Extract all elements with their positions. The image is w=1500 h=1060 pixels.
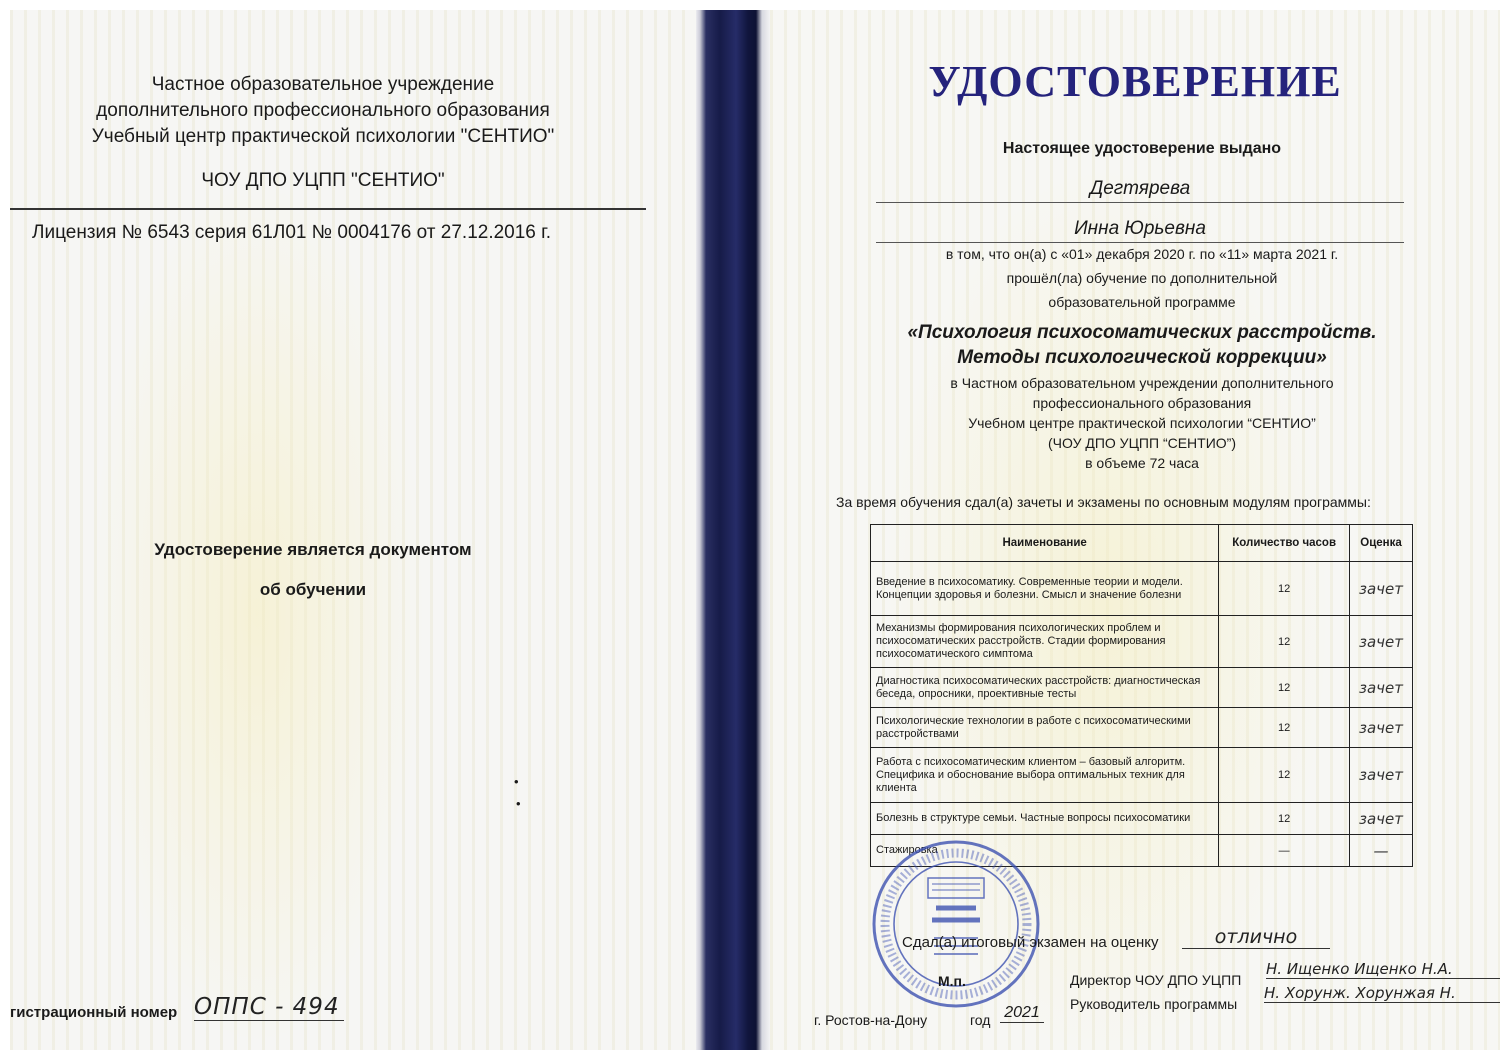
module-name: Психологические технологии в работе с психосоматическими расстройствами	[871, 708, 1219, 748]
organization-line: Частное образовательное учреждение	[151, 74, 495, 95]
certificate-title: УДОСТОВЕРЕНИЕ	[928, 57, 1342, 106]
module-name: Введение в психосоматику. Современные теории и модели. Концепции здоровья и болезни. Смысл и значение болезни	[871, 562, 1219, 616]
module-hours: 12	[1219, 748, 1350, 803]
issued-to-label: Настоящее удостоверение выдано	[1002, 140, 1282, 157]
registration-label: гистрационный номер	[10, 1004, 178, 1021]
module-grade: зачет	[1350, 668, 1413, 708]
program-name-line: «Психология психосоматических расстройств.	[907, 322, 1377, 343]
column-header-hours: Количество часов	[1219, 525, 1350, 562]
stamp-place-label: М.п.	[938, 973, 966, 989]
table-header-row	[871, 525, 1413, 562]
final-exam-label: Сдал(а) итоговый экзамен на оценку	[902, 934, 1159, 951]
left-page	[10, 10, 696, 1050]
module-hours: —	[1219, 835, 1350, 867]
module-name: Болезнь в структуре семьи. Частные вопросы психосоматики	[871, 803, 1219, 835]
director-label: Директор ЧОУ ДПО УЦПП	[1070, 972, 1242, 988]
organization-line: Учебный центр практической психологии "СЕНТИО"	[91, 126, 555, 147]
license-info: Лицензия № 6543 серия 61Л01 № 0004176 от 27.12.2016 г.	[32, 222, 552, 243]
module-grade: зачет	[1350, 748, 1413, 803]
table-row	[871, 708, 1413, 748]
organization-name	[10, 72, 636, 150]
program-head-signature: Н. Хорунж. Хорунжая Н.	[1264, 984, 1500, 1003]
passed-training-line: образовательной программе	[1048, 294, 1236, 310]
table-row	[871, 803, 1413, 835]
program-name	[770, 320, 1500, 370]
module-hours: 12	[1219, 562, 1350, 616]
exams-intro: За время обучения сдал(а) зачеты и экзамены по основным модулям программы:	[836, 494, 1371, 510]
right-page	[770, 10, 1500, 1050]
director-signature: Н. Ищенко Ищенко Н.А.	[1266, 960, 1500, 979]
recipient-given-names: Инна Юрьевна	[876, 218, 1404, 243]
document-note-line2: об обучении	[259, 580, 367, 599]
year-label: год	[970, 1012, 991, 1028]
table-row	[871, 562, 1413, 616]
module-grade: —	[1350, 835, 1413, 867]
institution-line: профессионального образования	[1032, 395, 1252, 411]
training-period: в том, что он(а) с «01» декабря 2020 г. по «11» марта 2021 г.	[945, 246, 1339, 262]
module-grade: зачет	[1350, 803, 1413, 835]
table-row	[871, 748, 1413, 803]
institution-line: Учебном центре практической психологии “СЕНТИО”	[968, 415, 1316, 431]
module-hours: 12	[1219, 616, 1350, 668]
module-hours: 12	[1219, 668, 1350, 708]
passed-training-line: прошёл(ла) обучение по дополнительной	[1006, 270, 1278, 286]
registration-number: ОППС - 494	[194, 994, 344, 1021]
column-header-grade: Оценка	[1350, 525, 1413, 562]
institution-line: в объеме 72 часа	[1085, 455, 1199, 471]
module-name: Механизмы формирования психологических проблем и психосоматических расстройств. Стадии формирования психосоматического симптома	[871, 616, 1219, 668]
program-head-label: Руководитель программы	[1070, 996, 1238, 1012]
module-name: Диагностика психосоматических расстройств: диагностическая беседа, опросники, проективные тесты	[871, 668, 1219, 708]
institution-line: в Частном образовательном учреждении дополнительного	[950, 375, 1334, 391]
divider-line	[10, 208, 646, 210]
module-hours: 12	[1219, 803, 1350, 835]
document-note-line1: Удостоверение является документом	[154, 540, 472, 559]
module-hours: 12	[1219, 708, 1350, 748]
module-grade: зачет	[1350, 616, 1413, 668]
final-exam-grade: отлично	[1182, 926, 1330, 949]
table-row	[871, 668, 1413, 708]
program-name-line: Методы психологической коррекции»	[957, 347, 1327, 368]
module-grade: зачет	[1350, 562, 1413, 616]
grades-table	[870, 524, 1413, 867]
organization-short-name: ЧОУ ДПО УЦПП "СЕНТИО"	[201, 170, 445, 191]
year-value: 2021	[1000, 1004, 1044, 1023]
module-name: Работа с психосоматическим клиентом – базовый алгоритм. Специфика и обоснование выбора оптимальных техник для клиента	[871, 748, 1219, 803]
column-header-name: Наименование	[871, 525, 1219, 562]
table-row	[871, 616, 1413, 668]
city: г. Ростов-на-Дону	[814, 1012, 928, 1028]
dot-mark: •	[516, 796, 521, 811]
module-grade: зачет	[1350, 708, 1413, 748]
institution-info	[770, 373, 1500, 473]
organization-line: дополнительного профессионального образования	[96, 100, 550, 121]
dot-mark: •	[514, 774, 519, 789]
institution-line: (ЧОУ ДПО УЦПП “СЕНТИО”)	[1048, 435, 1236, 451]
recipient-surname: Дегтярева	[876, 178, 1404, 203]
binding-spine	[696, 10, 770, 1050]
module-name: Стажировка	[871, 835, 1219, 867]
